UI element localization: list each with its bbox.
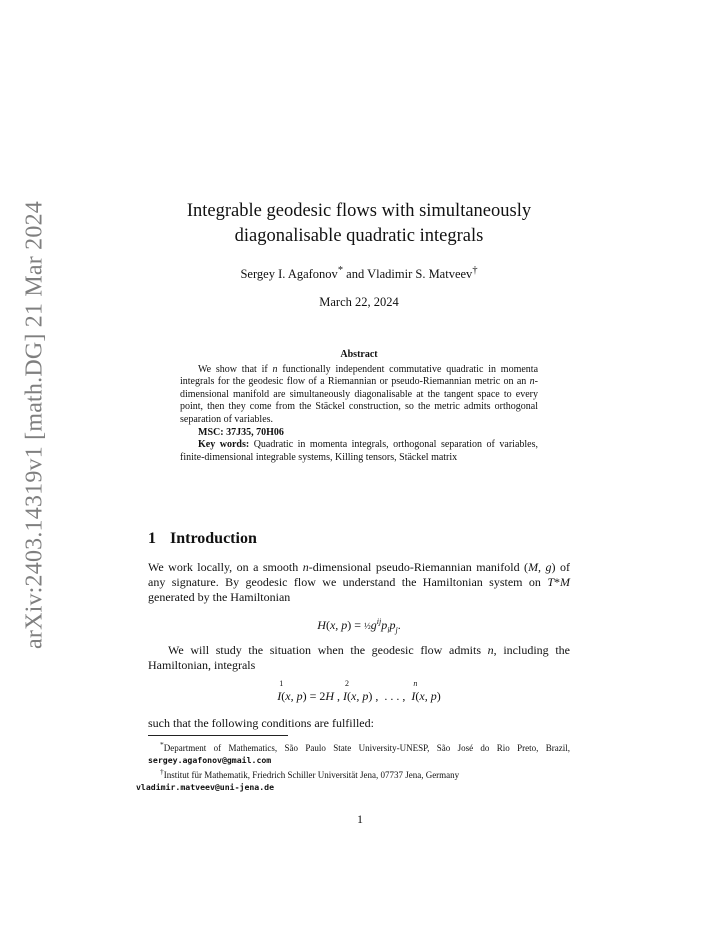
footnote-2: †Institut für Mathematik, Friedrich Schiller Universität Jena, 07737 Jena, Germany vladimir.matveev@uni-jena.de xyxy=(136,767,460,792)
footnotes xyxy=(136,739,570,793)
body-paragraph-3: such that the following conditions are fulfilled: xyxy=(148,716,374,730)
equation-integrals: 1 I(x, p) = 2H , 2 I(x, p) , . . . , n I(x, p) xyxy=(277,679,441,703)
author-1: Sergey I. Agafonov xyxy=(240,267,338,282)
msc-line xyxy=(180,427,538,440)
footnote-2-email[interactable]: vladimir.matveev@uni-jena.de xyxy=(136,782,275,792)
authors: Sergey I. Agafonov* and Vladimir S. Matveev† xyxy=(240,265,478,282)
equation-hamiltonian: H(x, $p) = \frac{1}{2}g^{ij}p_ip_j$. xyxy=(317,617,401,635)
title-line-1: Integrable geodesic flows with simultaneously xyxy=(186,201,532,221)
abstract-heading: Abstract xyxy=(340,349,378,360)
footnote-1: *Department of Mathematics, São Paulo State University-UNESP, São José do Rio Preto, Brazil, sergey.agafonov@gmail.com xyxy=(148,740,570,765)
keywords-line xyxy=(180,439,538,464)
footnote-rule xyxy=(148,735,288,736)
footnote-1-email[interactable]: sergey.agafonov@gmail.com xyxy=(148,755,272,765)
body-paragraph-2: We will study the situation when the geodesic flow admits n, including the Hamiltonian, integrals xyxy=(148,643,570,673)
abstract-text: We show that if n functionally independent commutative quadratic in momenta integrals for the geodesic flow of a Riemannian or pseudo-Riemannian metric on an n-dimensional manifold are simultaneously diagonalisable at the tangent space to every point, then they come from the Stäckel construction, so the metric admits orthogonal separation of variables. xyxy=(180,363,539,425)
author-2: Vladimir S. Matveev xyxy=(367,267,473,282)
arxiv-side-stamp: arXiv:2403.14319v1 [math.DG] 21 Mar 2024 xyxy=(21,201,48,649)
keywords-value: Quadratic in momenta integrals, orthogonal separation of variables, finite-dimensional integrable systems, Killing tensors, Stäckel matrix xyxy=(180,439,538,463)
msc-value: 37J35, 70H06 xyxy=(226,426,284,438)
page-number: 1 xyxy=(357,812,363,826)
body-paragraph-1: We work locally, on a smooth n-dimensional pseudo-Riemannian manifold (M, g) of any signature. By geodesic flow we understand the Hamiltonian system on T*M generated by the Hamiltonian xyxy=(148,560,570,605)
paper-date: March 22, 2024 xyxy=(319,295,399,309)
section-number: 1 xyxy=(148,530,156,547)
title-line-2: diagonalisable quadratic integrals xyxy=(234,226,484,246)
keywords-label: Key words: xyxy=(198,439,250,451)
abstract-block xyxy=(180,349,538,464)
section-heading xyxy=(148,530,257,548)
author-separator: and xyxy=(346,267,365,282)
msc-label: MSC: xyxy=(198,426,224,438)
section-title: Introduction xyxy=(170,530,257,547)
paper-title xyxy=(150,199,568,249)
